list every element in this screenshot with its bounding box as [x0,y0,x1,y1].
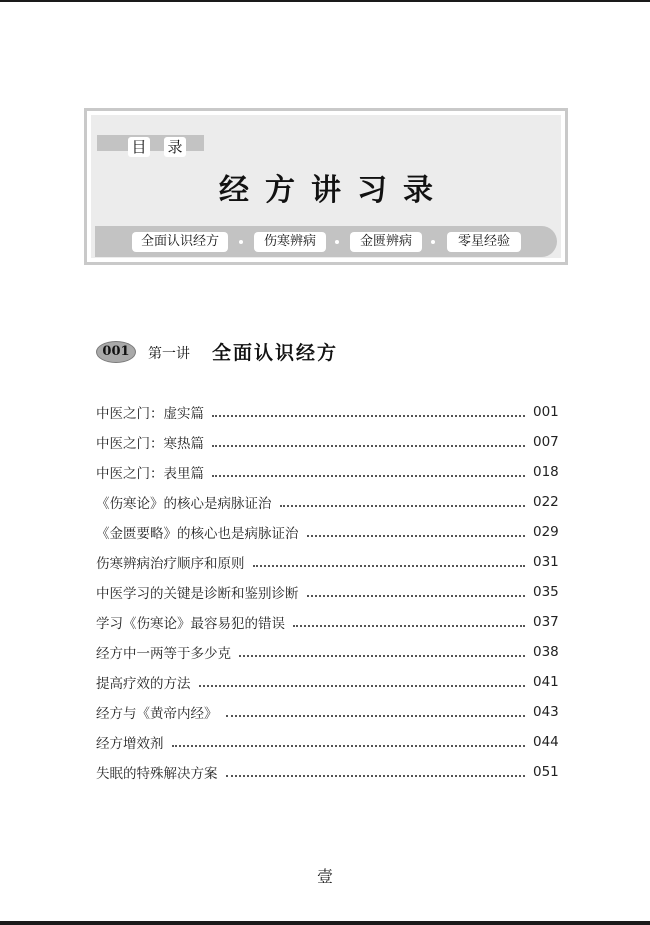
toc-leader-dots [172,744,526,747]
toc-entry-title: 失眠的特殊解决方案 [96,766,218,782]
toc-entry-page: 043 [533,704,559,720]
toc-entry[interactable] [96,607,557,637]
top-rule [0,0,650,2]
lecture-number: 第一讲 [148,346,190,362]
toc-leader-dots [293,624,525,627]
toc-entry-page: 037 [533,614,559,630]
toc-leader-dots [212,474,525,477]
toc-leader-dots [226,714,526,717]
toc-entry-title: 学习《伤寒论》最容易犯的错误 [96,616,285,632]
toc-entry[interactable] [96,457,557,487]
toc-entry-title: 经方中一两等于多少克 [96,646,231,662]
topic-chip: 伤寒辨病 [254,232,326,252]
toc-leader-dots [253,564,526,567]
toc-entry-title: 中医学习的关键是诊断和鉴别诊断 [96,586,299,602]
toc-leader-dots [212,414,525,417]
lecture-badge: 001 [96,341,136,363]
toc-entry-page: 044 [533,734,559,750]
toc-leader-dots [307,534,526,537]
toc-entry[interactable] [96,427,557,457]
toc-entry[interactable] [96,667,557,697]
toc-entry-page: 051 [533,764,559,780]
toc-leader-dots [307,594,526,597]
page-folio: 壹 [316,867,333,886]
toc-entry-title: 经方增效剂 [96,736,164,752]
toc-entry-title: 提高疗效的方法 [96,676,191,692]
toc-entry[interactable] [96,487,557,517]
toc-entry-page: 031 [533,554,559,570]
bottom-rule [0,921,650,925]
toc-entry-title: 中医之门：寒热篇 [96,436,204,452]
toc-entry-page: 007 [533,434,559,450]
book-title: 经方讲习录 [219,173,449,208]
toc-entry-page: 038 [533,644,559,660]
topic-chip: 全面认识经方 [132,232,228,252]
topic-separator [431,240,435,244]
lecture-title: 全面认识经方 [212,342,339,364]
toc-entry-page: 029 [533,524,559,540]
toc-entry-title: 经方与《黄帝内经》 [96,706,218,722]
toc-entry-page: 001 [533,404,559,420]
toc-entry-page: 022 [533,494,559,510]
toc-entry-title: 《伤寒论》的核心是病脉证治 [96,496,272,512]
contents-label-char: 录 [164,137,186,157]
toc-entry[interactable] [96,637,557,667]
toc-entry-title: 中医之门：虚实篇 [96,406,204,422]
table-of-contents [96,397,557,787]
topic-chip: 金匮辨病 [350,232,422,252]
topic-separator [335,240,339,244]
toc-entry-title: 《金匮要略》的核心也是病脉证治 [96,526,299,542]
contents-header-panel [91,115,561,258]
toc-leader-dots [226,774,526,777]
contents-header-box [84,108,568,265]
toc-leader-dots [199,684,526,687]
topic-chip: 零星经验 [447,232,521,252]
toc-entry[interactable] [96,517,557,547]
toc-entry[interactable] [96,397,557,427]
toc-entry[interactable] [96,727,557,757]
toc-leader-dots [212,444,525,447]
toc-entry-page: 035 [533,584,559,600]
toc-leader-dots [239,654,525,657]
toc-entry[interactable] [96,547,557,577]
toc-leader-dots [280,504,526,507]
toc-entry[interactable] [96,577,557,607]
contents-label-char: 目 [128,137,150,157]
toc-entry-page: 041 [533,674,559,690]
toc-entry[interactable] [96,697,557,727]
toc-entry[interactable] [96,757,557,787]
toc-entry-title: 伤寒辨病治疗顺序和原则 [96,556,245,572]
toc-entry-page: 018 [533,464,559,480]
topic-separator [239,240,243,244]
topic-bar [95,226,557,257]
contents-label-band [97,135,204,151]
toc-entry-title: 中医之门：表里篇 [96,466,204,482]
